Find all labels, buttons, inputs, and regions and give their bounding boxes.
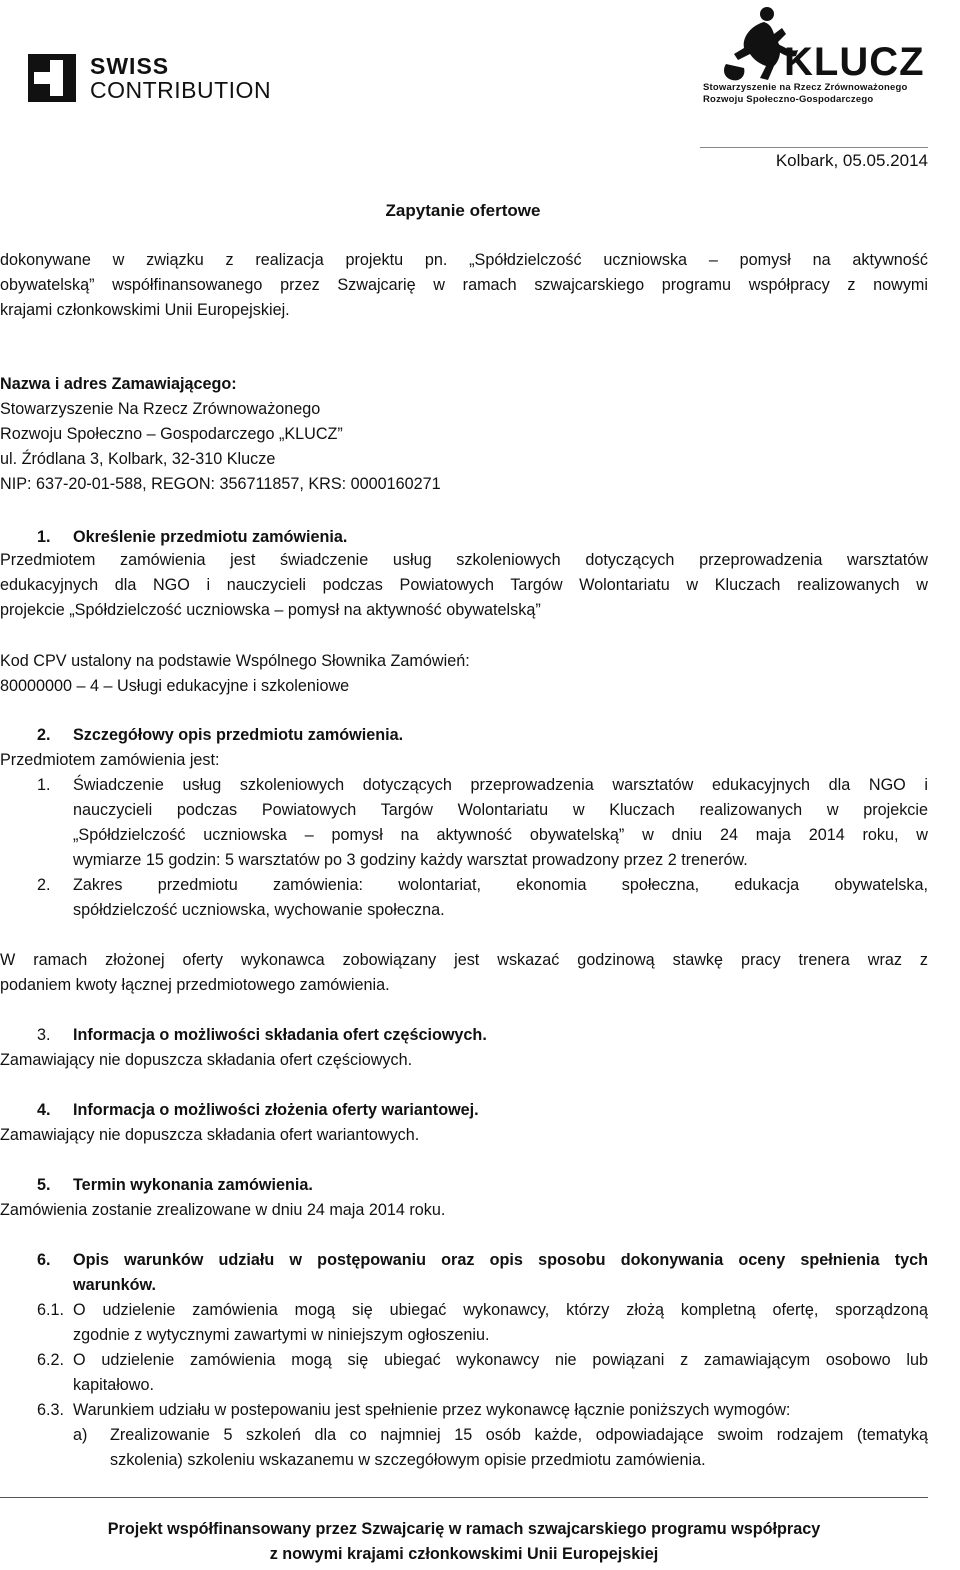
- section-6-item-3: 6.3. Warunkiem udziału w postepowaniu jest spełnienie przez wykonawcę łącznie poniższych wymogów:: [37, 1401, 791, 1419]
- section-2-note: W ramach złożonej oferty wykonawca zobowiązany jest wskazać godzinową stawkę pracy trenera wraz z podaniem kwoty łącznej przedmiotowego zamówienia.: [0, 951, 928, 994]
- swiss-logo-line2: CONTRIBUTION: [90, 77, 272, 103]
- klucz-logo-subtitle1: Stowarzyszenie na Rzecz Zrównoważonego: [703, 82, 908, 93]
- document-title: Zapytanie ofertowe: [385, 201, 541, 220]
- klucz-logo: [700, 4, 950, 104]
- footer-divider: [0, 1497, 928, 1498]
- section-6-item-2: 6.2. O udzielenie zamówienia mogą się ubiegać wykonawcy nie powiązani z zamawiającym osobowo lub kapitałowo.: [37, 1351, 928, 1394]
- swiss-cross-icon: [28, 54, 76, 102]
- section-2-item-2: 2. Zakres przedmiotu zamówienia: wolontariat, ekonomia społeczna, edukacja obywatelska, spółdzielczość uczniowska, wychowanie społeczna.: [37, 876, 928, 919]
- section-1-body: Przedmiotem zamówienia jest świadczenie usług szkoleniowych dotyczących przeprowadzenia warsztatów edukacyjnych dla NGO i nauczycieli podczas Powiatowych Targów Wolontariatu w Kluczach realizowanych w projekcie „Spółdzielczość uczniowska – pomysł na aktywność obywatelską”: [0, 551, 928, 619]
- section-4-body: Zamawiający nie dopuszcza składania ofert wariantowych.: [0, 1126, 420, 1144]
- orderer-block: Nazwa i adres Zamawiającego: Stowarzyszenie Na Rzecz Zrównoważonego Rozwoju Społeczno – Gospodarczego „KLUCZ” ul. Źródlana 3, Kolbark, 32-310 Klucze NIP: 637-20-01-588, REGON: 356711857, KRS: 0000160271: [0, 372, 928, 497]
- page-header: [0, 0, 960, 150]
- swiss-contribution-logo: [28, 48, 278, 108]
- section-6-item-1: 6.1. O udzielenie zamówienia mogą się ubiegać wykonawcy, którzy złożą kompletną ofertę, sporządzoną zgodnie z wytycznymi zawartymi w niniejszym ogłoszeniu.: [37, 1301, 928, 1344]
- orderer-heading: Nazwa i adres Zamawiającego:: [0, 375, 237, 393]
- intro-paragraph: dokonywane w związku z realizacja projektu pn. „Spółdzielczość uczniowska – pomysł na aktywność obywatelską” współfinansowanego przez Szwajcarię w ramach szwajcarskiego programu współpracy z nowymi krajami członkowskimi Unii Europejskiej.: [0, 251, 928, 319]
- footer-line-1: Projekt współfinansowany przez Szwajcarię w ramach szwajcarskiego programu współpracy: [107, 1520, 821, 1538]
- document-date: Kolbark, 05.05.2014: [775, 151, 928, 170]
- section-6-subitem-a: a) Zrealizowanie 5 szkoleń dla co najmniej 15 osób każde, odpowiadające swoim rodzajem (tematyką szkolenia) szkoleniu wskazanemu w szczegółowym opisie przedmiotu zamówienia.: [73, 1426, 928, 1469]
- klucz-logo-subtitle2: Rozwoju Społeczno-Gospodarczego: [703, 94, 874, 105]
- page-footer: [0, 1517, 928, 1567]
- section-6-heading: 6. Opis warunków udziału w postępowaniu oraz opis sposobu dokonywania oceny spełnienia tych warunków.: [37, 1251, 928, 1294]
- section-5-body: Zamówienia zostanie zrealizowane w dniu 24 maja 2014 roku.: [0, 1201, 446, 1219]
- klucz-logo-word: KLUCZ: [784, 40, 925, 84]
- footer-line-2: z nowymi krajami członkowskimi Unii Europejskiej: [269, 1545, 659, 1563]
- section-2-intro: Przedmiotem zamówienia jest:: [0, 751, 220, 769]
- cpv-block: Kod CPV ustalony na podstawie Wspólnego Słownika Zamówień: 80000000 – 4 – Usługi edukacyjne i szkoleniowe: [0, 652, 470, 695]
- section-2-item-1: 1. Świadczenie usług szkoleniowych dotyczących przeprowadzenia warsztatów edukacyjnych dla NGO i nauczycieli podczas Powiatowych Targów Wolontariatu w Kluczach realizowanych w projekcie „Spółdzielczość uczniowska – pomysł na aktywność obywatelską” w dniu 24 maja 2014 roku, w wymiarze 15 godzin: 5 warsztatów po 3 godziny każdy warsztat prowadzony przez 2 trenerów.: [37, 776, 928, 869]
- swiss-logo-line1: SWISS: [90, 53, 170, 79]
- section-3-body: Zamawiający nie dopuszcza składania ofert częściowych.: [0, 1051, 413, 1069]
